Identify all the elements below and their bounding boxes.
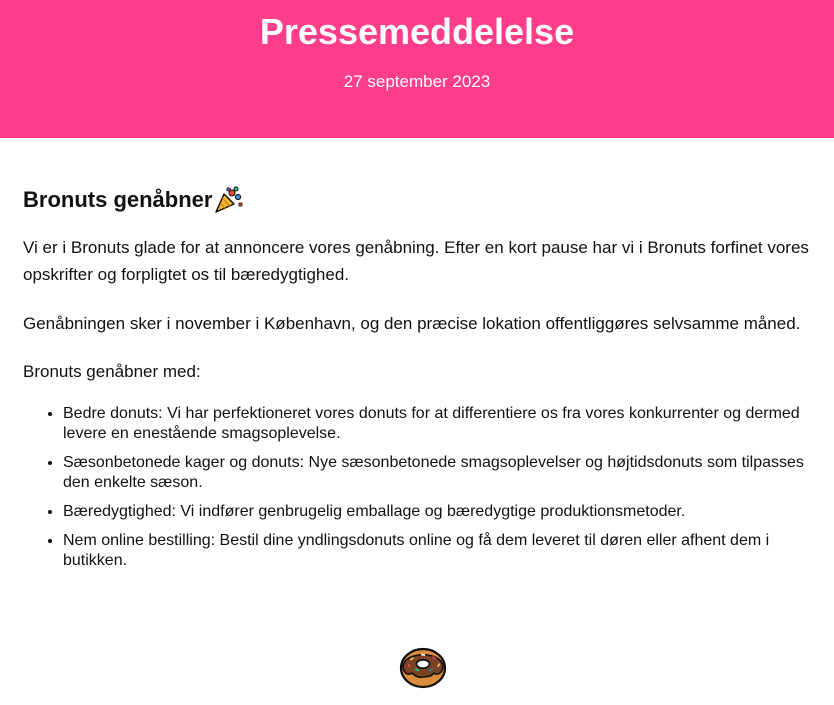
list-item: • Nem online bestilling: Bestil dine yndlingsdonuts online og få dem leveret til døren eller afhent dem i butikken. <box>63 531 811 571</box>
location-paragraph: Genåbningen sker i november i København, og den præcise lokation offentliggøres selvsamme måned. <box>23 314 801 333</box>
article-body <box>0 184 834 571</box>
page-title: Pressemeddelelse <box>259 11 575 52</box>
party-popper-icon <box>213 185 243 215</box>
list-item: • Bæredygtighed: Vi indfører genbrugelig emballage og bæredygtige produktionsmetoder. <box>63 502 811 522</box>
list-intro: Bronuts genåbner med: <box>23 362 201 381</box>
release-date: 27 september 2023 <box>343 72 491 91</box>
list-item: • Sæsonbetonede kager og donuts: Nye sæsonbetonede smagsoplevelser og højtidsdonuts som tilpasses den enkelte sæson. <box>63 453 811 493</box>
article-heading: Bronuts genåbner <box>23 187 213 212</box>
donut-icon <box>399 643 447 689</box>
list-item: • Bedre donuts: Vi har perfektioneret vores donuts for at differentiere os fra vores konkurrenter og dermed levere en enestående smagsoplevelse. <box>63 404 811 444</box>
intro-paragraph: Vi er i Bronuts glade for at annoncere vores genåbning. Efter en kort pause har vi i Bronuts forfinet vores opskrifter og forpligtet os til bæredygtighed. <box>23 238 809 284</box>
header-banner <box>0 0 834 138</box>
article-heading-row <box>23 184 811 216</box>
feature-list <box>23 404 811 571</box>
